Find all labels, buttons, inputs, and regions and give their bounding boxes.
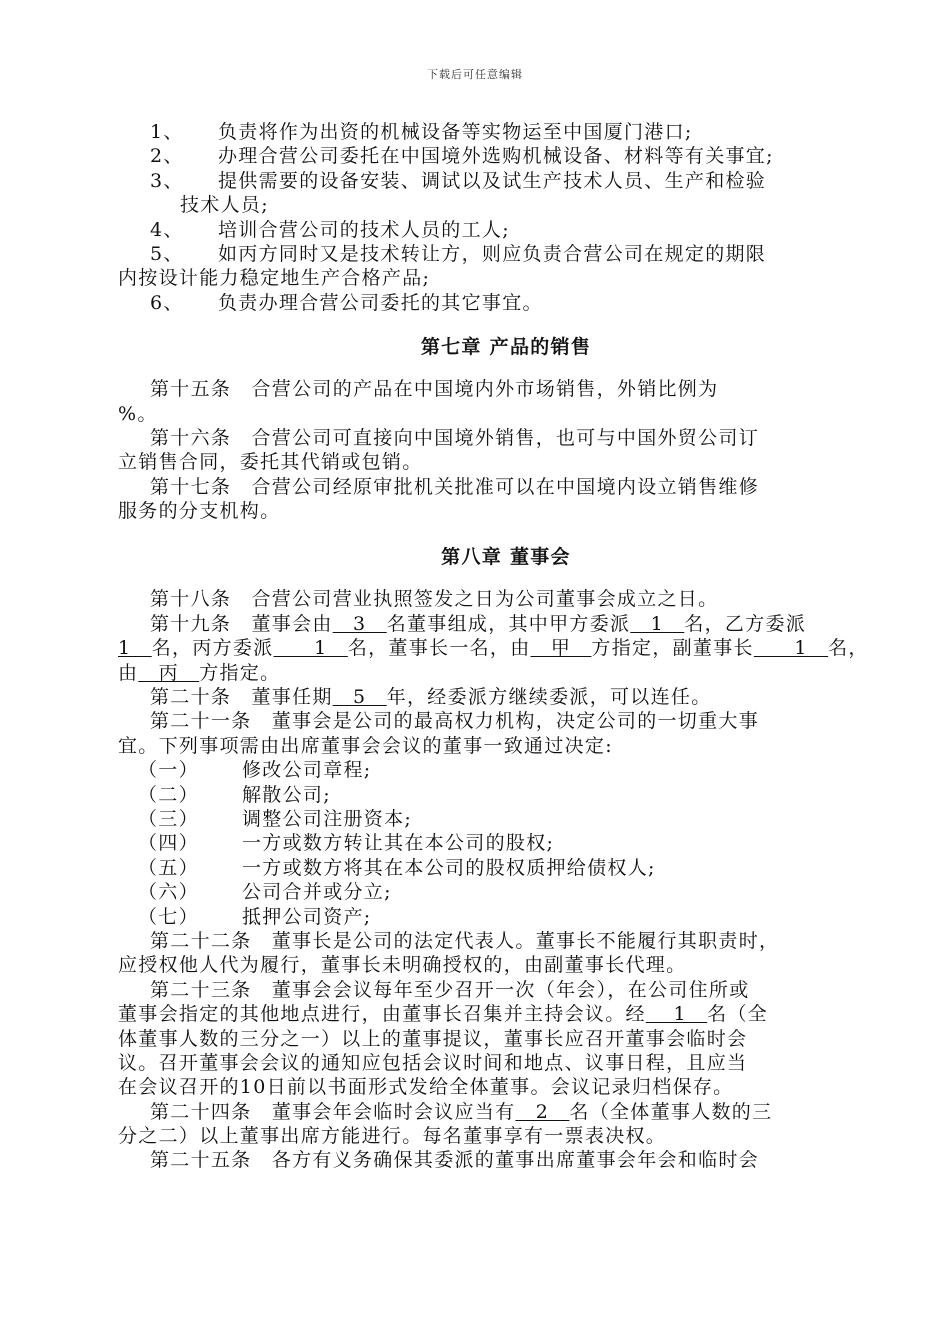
article-22-cont: 应授权他人代为履行，董事长未明确授权的，由副董事长代理。 <box>118 954 687 977</box>
list-item-continuation: 内按设计能力稳定地生产合格产品; <box>118 267 431 290</box>
party-a-count: 1 <box>630 612 685 635</box>
vice-chairman-count: 1 <box>753 637 829 660</box>
article-21: 第二十一条 董事会是公司的最高权力机构，决定公司的一切重大事 <box>150 710 760 733</box>
list-item: 6、 负责办理合营公司委托的其它事宜。 <box>150 291 543 314</box>
article-23-cont: 议。召开董事会会议的通知应包括会议时间和地点、议事日程，且应当 <box>118 1051 748 1074</box>
article-17-cont: 服务的分支机构。 <box>118 500 281 523</box>
chapter-8-heading: 第八章 董事会 <box>441 546 571 569</box>
article-15-cont: %。 <box>118 402 158 425</box>
article-24: 第二十四条 董事会年会临时会议应当有 2 名（全体董事人数的三 <box>150 1100 773 1123</box>
article-16: 第十六条 合营公司可直接向中国境外销售，也可与中国外贸公司订 <box>150 426 760 449</box>
vice-chairman-party: 丙 <box>138 661 200 684</box>
chapter-7-heading: 第七章 产品的销售 <box>420 336 592 359</box>
article-23-cont: 董事会指定的其他地点进行，由董事长召集并主持会议。经 1 名（全 <box>118 1003 769 1026</box>
list-item: （五） 一方或数方将其在本公司的股权质押给债权人; <box>138 856 656 879</box>
article-18: 第十八条 合营公司营业执照签发之日为公司董事会成立之日。 <box>150 588 719 611</box>
list-item: （二） 解散公司; <box>138 783 331 806</box>
list-item-continuation: 技术人员; <box>180 194 269 217</box>
proposal-count: 1 <box>645 1003 708 1026</box>
list-item: 4、 培训合营公司的技术人员的工人; <box>150 218 510 241</box>
article-22: 第二十二条 董事长是公司的法定代表人。董事长不能履行其职责时， <box>150 929 780 952</box>
article-23-cont: 体董事人数的三分之一）以上的董事提议，董事长应召开董事会临时会 <box>118 1027 748 1050</box>
article-24-cont: 分之二）以上董事出席方能进行。每名董事享有一票表决权。 <box>118 1125 667 1148</box>
list-item: 5、 如丙方同时又是技术转让方，则应负责合营公司在规定的期限 <box>150 242 767 265</box>
article-20: 第二十条 董事任期 5 年，经委派方继续委派，可以连任。 <box>150 686 712 709</box>
list-item: 2、 办理合营公司委托在中国境外选购机械设备、材料等有关事宜; <box>150 145 774 168</box>
list-item: 3、 提供需要的设备安装、调试以及试生产技术人员、生产和检验 <box>150 169 767 192</box>
list-item: 1、 负责将作为出资的机械设备等实物运至中国厦门港口; <box>150 121 693 143</box>
article-16-cont: 立销售合同，委托其代销或包销。 <box>118 451 423 474</box>
list-item: （三） 调整公司注册资本; <box>138 807 413 830</box>
article-23: 第二十三条 董事会会议每年至少召开一次（年会），在公司住所或 <box>150 978 750 1001</box>
article-17: 第十七条 合营公司经原审批机关批准可以在中国境内设立销售维修 <box>150 475 760 498</box>
quorum-count: 2 <box>515 1100 570 1123</box>
article-19: 第十九条 董事会由 3 名董事组成，其中甲方委派 1 名，乙方委派 <box>150 612 807 635</box>
list-item: （一） 修改公司章程; <box>138 759 372 782</box>
list-item: （四） 一方或数方转让其在本公司的股权; <box>138 832 555 855</box>
article-23-cont: 在会议召开的10日前以书面形式发给全体董事。会议记录归档保存。 <box>118 1076 734 1099</box>
term-years: 5 <box>332 686 387 709</box>
document-body <box>118 120 869 1173</box>
list-item: （七） 抵押公司资产; <box>138 905 372 928</box>
list-item: （六） 公司合并或分立; <box>138 881 392 904</box>
directors-count: 3 <box>332 612 387 635</box>
page-header: 下载后可任意编辑 <box>427 68 523 81</box>
article-19-cont: 1 名，丙方委派 1 名，董事长一名，由 甲 方指定，副董事长 1 名， <box>118 637 869 660</box>
party-c-count: 1 <box>273 637 348 660</box>
article-25: 第二十五条 各方有义务确保其委派的董事出席董事会年会和临时会 <box>150 1149 760 1172</box>
chairman-party: 甲 <box>530 637 592 660</box>
party-b-count: 1 <box>118 637 152 660</box>
article-19-cont: 由 丙 方指定。 <box>118 661 281 684</box>
article-21-cont: 宜。下列事项需由出席董事会会议的董事一致通过决定: <box>118 734 613 757</box>
article-15: 第十五条 合营公司的产品在中国境内外市场销售，外销比例为 <box>150 378 719 401</box>
